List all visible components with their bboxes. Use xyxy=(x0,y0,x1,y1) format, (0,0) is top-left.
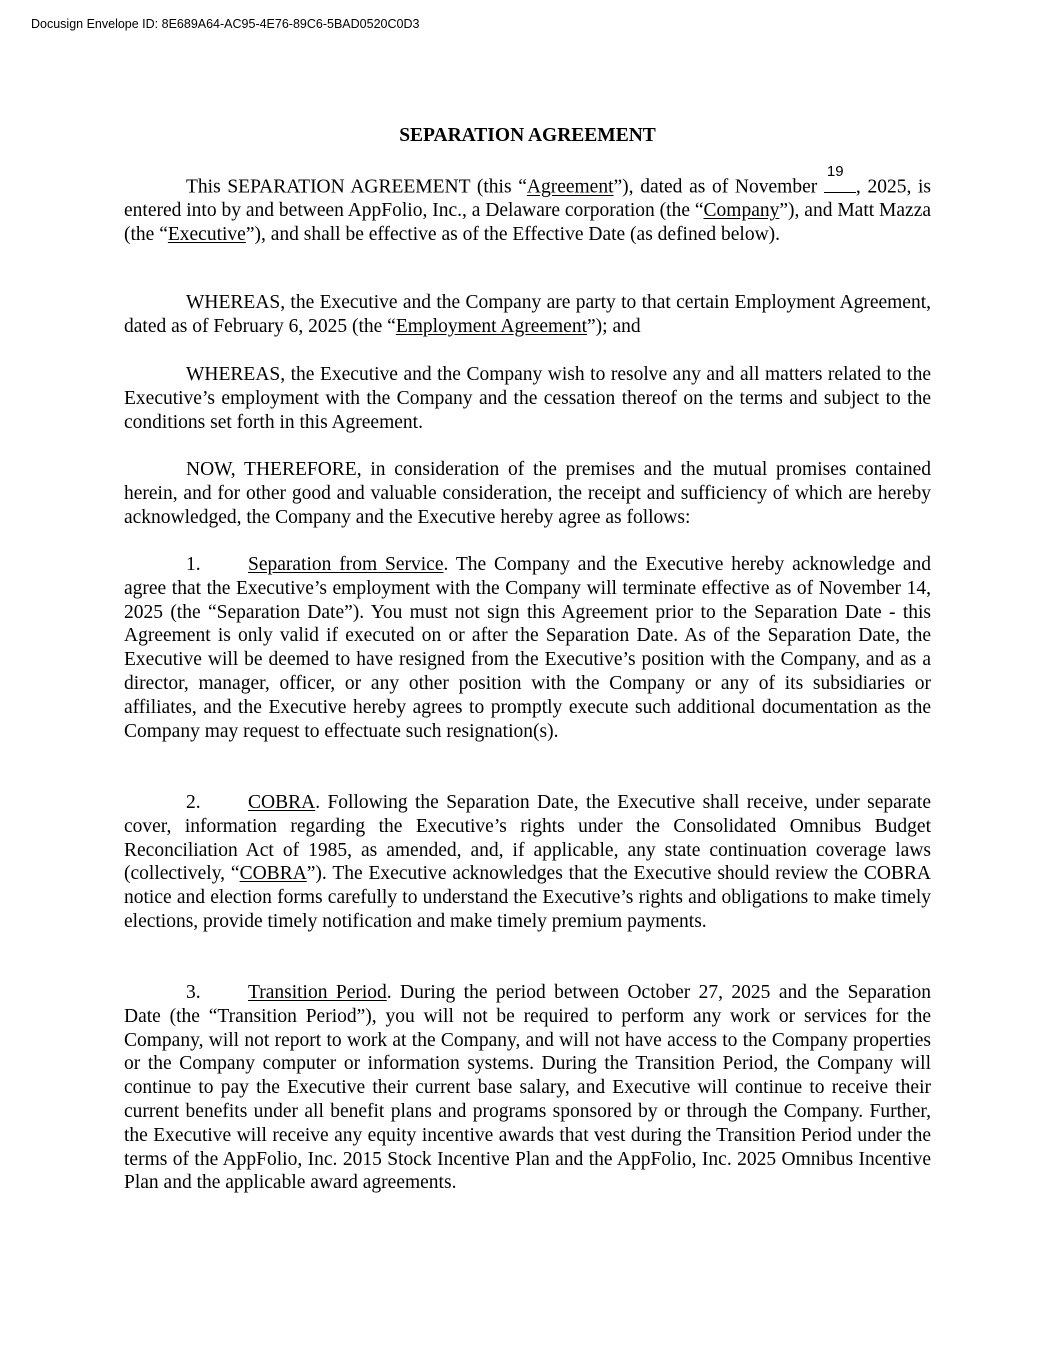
section-heading: COBRA xyxy=(248,792,316,813)
date-day-field xyxy=(824,163,856,193)
section-heading: Separation from Service xyxy=(248,554,444,575)
section-number: 2. xyxy=(186,792,201,813)
defined-term-agreement: Agreement xyxy=(526,176,614,198)
envelope-id: Docusign Envelope ID: 8E689A64-AC95-4E76-89C6-5BAD0520C0D3 xyxy=(31,17,420,31)
section-3: 3. Transition Period. During the period between October 27, 2025 and the Separation Date (the “Transition Period”), you will not be required to perform any work or services for the Company, will not report to work at the Company, and will not have access to the Company properties or the Company computer or information systems. During the Transition Period, the Company will continue to pay the Executive their current base salary, and Executive will continue to receive their current benefits under all benefit plans and programs sponsored by or through the Company. Further, the Executive will receive any equity incentive awards that vest during the Transition Period under the terms of the AppFolio, Inc. 2015 Stock Incentive Plan and the AppFolio, Inc. 2025 Omnibus Incentive Plan and the applicable award agreements. xyxy=(124,982,931,1194)
section-heading: Transition Period xyxy=(248,982,387,1003)
defined-term-executive: Executive xyxy=(167,224,246,246)
whereas-paragraph-1: WHEREAS, the Executive and the Company are party to that certain Employment Agreement, dated as of February 6, 2025 (the “Employment Agreement”); and xyxy=(124,292,931,337)
section-2: 2. COBRA. Following the Separation Date, the Executive shall receive, under separate cover, information regarding the Executive’s rights under the Consolidated Omnibus Budget Reconciliation Act of 1985, as amended, and, if applicable, any state continuation coverage laws (collectively, “COBRA”). The Executive acknowledges that the Executive should review the COBRA notice and election forms carefully to understand the Executive’s rights and obligations to make timely elections, provide timely notification and make timely premium payments. xyxy=(124,792,932,932)
whereas-paragraph-2: WHEREAS, the Executive and the Company wish to resolve any and all matters related to the Executive’s employment with the Company and the cessation thereof on the terms and subject to the conditions set forth in this Agreement. xyxy=(124,364,931,433)
defined-term-cobra: COBRA xyxy=(239,863,307,885)
date-day-value: 19 xyxy=(826,163,844,180)
section-1: 1. Separation from Service. The Company and the Executive hereby acknowledge and agree that the Executive’s employment with the Company will terminate effective as of November 14, 2025 (the “Separation Date”). You must not sign this Agreement prior to the Separation Date - this Agreement is only valid if executed on or after the Separation Date. As of the Separation Date, the Executive will be deemed to have resigned from the Executive’s position with the Company, and as a director, manager, officer, or any other position with the Company or any of its subsidiaries or affiliates, and the Executive hereby agrees to promptly execute such additional documentation as the Company may request to effectuate such resignation(s). xyxy=(124,554,932,742)
document-page xyxy=(124,123,932,1194)
now-therefore-paragraph: NOW, THEREFORE, in consideration of the premises and the mutual promises contained herein, and for other good and valuable consideration, the receipt and sufficiency of which are hereby acknowledged, the Company and the Executive hereby agree as follows: xyxy=(124,459,931,528)
section-number: 3. xyxy=(186,982,201,1003)
defined-term-company: Company xyxy=(703,200,780,222)
document-title: SEPARATION AGREEMENT xyxy=(399,125,656,146)
defined-term-employment-agreement: Employment Agreement xyxy=(395,315,588,337)
intro-paragraph: This SEPARATION AGREEMENT (this “Agreement”), dated as of November 19 , 2025, is entered into by and between AppFolio, Inc., a Delaware corporation (the “Company”), and Matt Mazza (the “Executive”), and shall be effective as of the Effective Date (as defined below). xyxy=(124,172,931,247)
section-number: 1. xyxy=(186,554,201,575)
